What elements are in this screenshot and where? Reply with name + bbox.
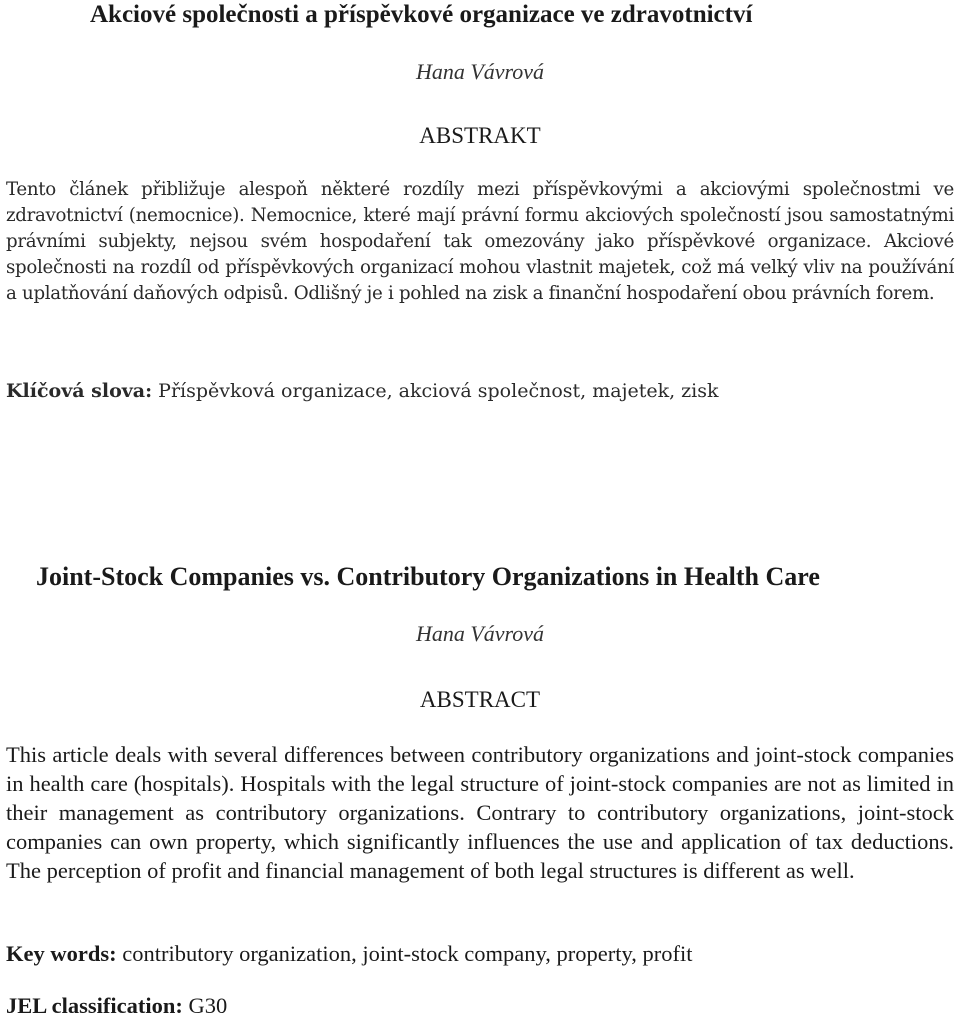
jel-classification-value: G30 (188, 993, 228, 1018)
english-keywords (6, 940, 954, 968)
czech-author: Hana Vávrová (415, 59, 545, 84)
czech-keywords-label: Klíčová slova: (6, 380, 153, 402)
czech-title: Akciové společnosti a příspěvkové organizace ve zdravotnictví (90, 1, 753, 28)
english-title: Joint-Stock Companies vs. Contributory Organizations in Health Care (36, 562, 820, 591)
czech-abstract-text: Tento článek přibližuje alespoň některé rozdíly mezi příspěvkovými a akciovými společnostmi ve zdravotnictví (nemocnice). Nemocnice, které mají právní formu akciových společností jsou samostatnými právními subjekty, nejsou svém hospodaření tak omezovány jako příspěvkové organizace. Akciové společnosti na rozdíl od příspěvkových organizací mohou vlastnit majetek, což má velký vliv na používání a uplatňování daňových odpisů. Odlišný je i pohled na zisk a finanční hospodaření obou právních forem. (6, 179, 954, 304)
english-abstract-heading: ABSTRACT (419, 687, 541, 712)
jel-classification (6, 992, 954, 1020)
english-keywords-label: Key words: (6, 941, 117, 966)
czech-keywords-value: Příspěvková organizace, akciová společnost, majetek, zisk (158, 380, 719, 402)
english-abstract-text: This article deals with several differences between contributory organizations and joint-stock companies in health care (hospitals). Hospitals with the legal structure of joint-stock companies are not as limited in their management as contributory organizations. Contrary to contributory organizations, joint-stock companies can own property, which significantly influences the use and application of tax deductions. The perception of profit and financial management of both legal structures is different as well. (6, 742, 954, 883)
czech-abstract-heading: ABSTRAKT (419, 123, 541, 148)
english-keywords-value: contributory organization, joint-stock company, property, profit (122, 941, 693, 966)
english-author: Hana Vávrová (415, 621, 545, 646)
jel-classification-label: JEL classification: (6, 993, 183, 1018)
czech-keywords (6, 378, 954, 404)
